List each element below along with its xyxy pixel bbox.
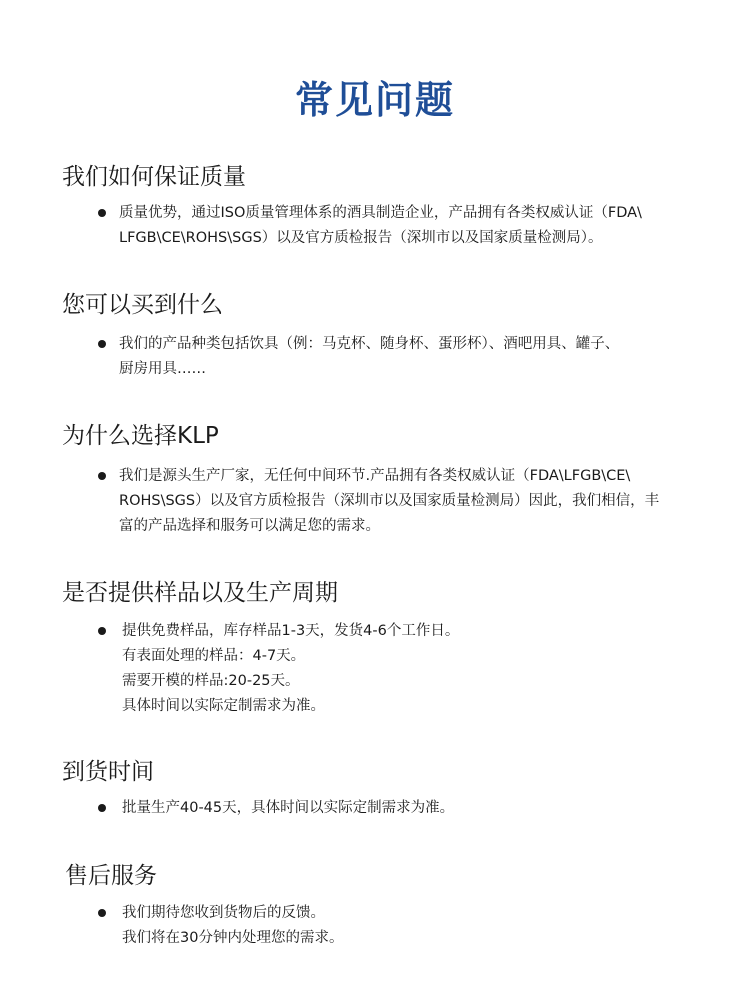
bullet-icon <box>98 804 106 812</box>
section-answer <box>122 796 454 821</box>
answer-line: LFGB\CE\ROHS\SGS）以及官方质检报告（深圳市以及国家质量检测局）。 <box>119 230 603 246</box>
bullet-icon <box>98 909 106 917</box>
section-answer <box>122 901 343 951</box>
answer-line: 我们将在30分钟内处理您的需求。 <box>122 930 344 946</box>
section-answer <box>119 332 619 382</box>
answer-line: 我们期待您收到货物后的反馈。 <box>122 905 325 921</box>
section-heading: 您可以买到什么 <box>62 292 223 318</box>
section-heading: 售后服务 <box>65 863 157 889</box>
answer-line: ROHS\SGS）以及官方质检报告（深圳市以及国家质量检测局）因此，我们相信，丰 <box>119 493 660 509</box>
bullet-icon <box>98 627 106 635</box>
section-heading: 是否提供样品以及生产周期 <box>62 580 338 606</box>
section-heading: 我们如何保证质量 <box>62 164 246 190</box>
section-heading: 到货时间 <box>62 759 154 785</box>
answer-line: 具体时间以实际定制需求为准。 <box>122 698 325 714</box>
section-answer <box>119 201 642 251</box>
bullet-icon <box>98 340 106 348</box>
section-answer <box>119 464 659 539</box>
bullet-icon <box>98 472 106 480</box>
answer-line: 富的产品选择和服务可以满足您的需求。 <box>119 518 380 534</box>
answer-line: 厨房用具…… <box>119 361 206 377</box>
bullet-icon <box>98 209 106 217</box>
answer-line: 我们是源头生产厂家，无任何中间环节.产品拥有各类权威认证（FDA\LFGB\CE\ <box>119 468 631 484</box>
section-heading: 为什么选择KLP <box>62 423 219 449</box>
answer-line: 需要开模的样品:20-25天。 <box>122 673 300 689</box>
answer-line: 批量生产40-45天，具体时间以实际定制需求为准。 <box>122 800 455 816</box>
answer-line: 提供免费样品，库存样品1-3天，发货4-6个工作日。 <box>122 623 460 639</box>
answer-line: 我们的产品种类包括饮具（例：马克杯、随身杯、蛋形杯）、酒吧用具、罐子、 <box>119 336 620 352</box>
answer-line: 有表面处理的样品：4-7天。 <box>122 648 306 664</box>
page-title: 常见问题 <box>294 78 455 122</box>
section-answer <box>122 619 459 719</box>
answer-line: 质量优势，通过ISO质量管理体系的酒具制造企业，产品拥有各类权威认证（FDA\ <box>119 205 642 221</box>
